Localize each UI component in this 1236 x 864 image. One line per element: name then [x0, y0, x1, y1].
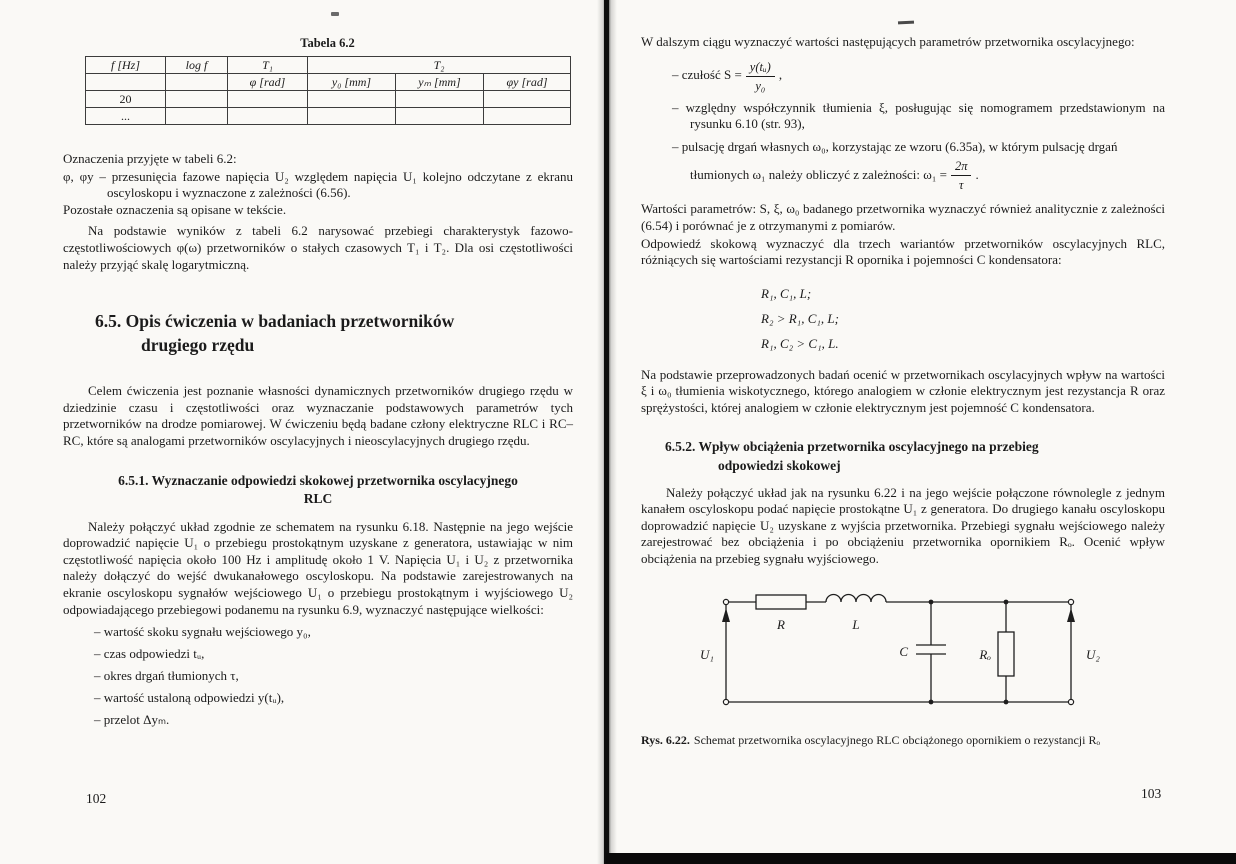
col-header-f: f [Hz]	[86, 57, 166, 74]
figure-6-22	[696, 584, 1165, 725]
subsection-heading-line2: odpowiedzi skokowej	[718, 457, 841, 473]
formula-line: R₂ > R₁, C₁, L;	[761, 310, 839, 326]
paragraph-w-dalszym: W dalszym ciągu wyznaczyć wartości następujących parametrów przetwornika oscylacyjnego:	[641, 34, 1135, 49]
col-header-t1: T₁	[228, 57, 308, 74]
table-6-2	[85, 56, 571, 125]
list-item-damping: – względny współczynnik tłumienia ξ, posługując się nomogramem przedstawionym na rysunku 6.10 (str. 93),	[672, 99, 1165, 132]
subsection-heading-line2: RLC	[303, 491, 333, 507]
label-R: R	[777, 616, 785, 632]
terminal-dot	[1068, 599, 1073, 604]
subheader-phiy: φy [rad]	[484, 74, 571, 91]
col-header-logf: log f	[166, 57, 228, 74]
label-L: L	[852, 616, 860, 632]
scan-artifact-mark	[331, 12, 339, 16]
table-cell	[308, 91, 396, 108]
list-item: – przelot Δyₘ.	[94, 711, 170, 727]
junction-dot	[1004, 699, 1009, 704]
paragraph-phi-definition: φ, φy – przesunięcia fazowe napięcia U₂ względem napięcia U₁ kolejno odczytane z ekranu oscyloskopu i wyznaczone z zależności (6.56).	[63, 168, 573, 201]
table-cell	[166, 108, 228, 125]
subheader-ym: yₘ [mm]	[396, 74, 484, 91]
formula-line: R₁, C₁, L;	[761, 285, 812, 301]
table-cell	[308, 108, 396, 125]
table-cell	[484, 91, 571, 108]
figure-caption-label: Rys. 6.22.	[641, 732, 690, 747]
table-cell-f-dots: ...	[86, 108, 166, 125]
paragraph-wartosci: Wartości parametrów: S, ξ, ω₀ badanego przetwornika wyznaczyć również analitycznie z zależności (6.54) i porównać je z otrzymanymi z pomiarów.	[641, 201, 1165, 233]
fraction-omega	[951, 158, 972, 192]
paragraph-celem: Celem ćwiczenia jest poznanie własności dynamicznych przetworników drugiego rzędu w dziedzinie czasu i częstotliwości oraz wyznaczanie podstawowych parametrów tych przetworników na drodze pomiarowej. W ćwiczeniu będą badane człony elektryczne RLC i RC–RC, które są analogami przetworników oscylacyjnych i nieoscylacyjnych drugiego rzędu.	[63, 383, 573, 448]
junction-dot	[929, 699, 934, 704]
table-cell	[396, 91, 484, 108]
paragraph-odpowiedz: Odpowiedź skokową wyznaczyć dla trzech wariantów przetworników oscylacyjnych RLC, różniących się wartościami rezystancji R opornika i pojemności C kondensatora:	[641, 235, 1165, 268]
circuit-diagram	[696, 584, 1116, 720]
col-header-t2: T₂	[308, 57, 571, 74]
table-row	[86, 108, 571, 125]
resistor-symbol	[756, 595, 806, 609]
table-row	[86, 91, 571, 108]
pulsation-line2	[690, 158, 1165, 192]
fraction-numerator: y(tᵤ)	[746, 59, 775, 77]
subsection-heading-line1: 6.5.1. Wyznaczanie odpowiedzi skokowej przetwornika oscylacyjnego	[118, 472, 518, 488]
junction-dot	[1004, 599, 1009, 604]
paragraph-pozostale: Pozostałe oznaczenia są opisane w tekście.	[63, 201, 287, 217]
paragraph-uklad: Należy połączyć układ jak na rysunku 6.22 i na jego wejście połączone równolegle z jednym kanałem oscyloskopu podać napięcie prostokątne U₁ z generatora. Do drugiego kanału oscyloskopu doprowadzić napięcie U₂ uzyskane z wyjścia przetwornika. Przebiegi sygnału wejściowego należy zarejestrować bez obciążenia i po obciążeniu przetwornika opornikiem Rₒ. Ocenić wpływ obciążenia na przebieg sygnału wyjściowego.	[641, 484, 1165, 566]
page-number-right: 103	[1141, 786, 1162, 801]
sensitivity-suffix: ,	[778, 67, 783, 83]
table-cell	[228, 91, 308, 108]
junction-dot	[929, 599, 934, 604]
section-heading-line2: drugiego rzędu	[141, 335, 255, 356]
paragraph-ocena: Na podstawie przeprowadzonych badań ocenić w przetwornikach oscylacyjnych wpływ na wartości ξ i ω₀ tłumienia wiskotycznego, którego analogiem w członie elektrycznym jest rezystancja R oraz sprężystości, której analogiem w członie elektrycznym jest pojemność C kondensatora.	[641, 366, 1165, 415]
load-resistor-symbol	[998, 632, 1014, 676]
list-item-pulsation	[641, 139, 1165, 193]
fraction-denominator: y₀	[755, 78, 766, 93]
inductor-symbol	[826, 594, 886, 602]
terminal-dot	[723, 699, 728, 704]
table-cell	[166, 74, 228, 91]
left-page	[63, 0, 573, 864]
list-item: – wartość ustaloną odpowiedzi y(tᵤ),	[94, 689, 285, 705]
section-heading-6-5	[95, 309, 573, 357]
pulsation-prefix: tłumionych ω₁ należy obliczyć z zależności: ω₁ =	[690, 167, 947, 183]
pulsation-line1: – pulsację drgań własnych ω₀, korzystając ze wzoru (6.35a), w którym pulsację drgań	[672, 138, 1118, 154]
voltage-arrow-right	[1067, 608, 1075, 622]
book-spine-line	[604, 0, 609, 864]
table-cell	[166, 91, 228, 108]
paragraph-na-podstawie: Na podstawie wyników z tabeli 6.2 narysować przebiegi charakterystyk fazowo-częstotliwościowych φ(ω) przetworników o stałych czasowych T₁ i T₂. Dla osi częstotliwości należy przyjąć skalę logarytmiczną.	[63, 223, 573, 272]
formula-line: R₁, C₂ > C₁, L.	[761, 335, 839, 351]
label-C: C	[899, 643, 908, 659]
fraction-sensitivity	[746, 59, 775, 93]
terminal-dot	[723, 599, 728, 604]
label-U1: U₁	[700, 646, 714, 662]
figure-caption-text: Schemat przetwornika oscylacyjnego RLC obciążonego opornikiem o rezystancji Rₒ	[693, 732, 1100, 747]
table-cell	[86, 74, 166, 91]
sensitivity-prefix: – czułość S =	[672, 67, 742, 83]
scan-bottom-edge-bar	[606, 853, 1236, 864]
label-U2: U₂	[1086, 646, 1100, 662]
paragraph-oznaczenia: Oznaczenia przyjęte w tabeli 6.2:	[63, 151, 237, 166]
table-caption: Tabela 6.2	[300, 36, 355, 50]
right-page	[641, 0, 1165, 864]
subheader-y0: y₀ [mm]	[308, 74, 396, 91]
variant-formulas	[641, 281, 1165, 356]
subsection-heading-line1: 6.5.2. Wpływ obciążenia przetwornika oscylacyjnego na przebieg	[665, 438, 1039, 454]
label-Ro: Rₒ	[979, 646, 991, 662]
list-item-sensitivity	[672, 59, 1165, 93]
subsection-heading-6-5-2	[665, 437, 1145, 475]
list-item: – wartość skoku sygnału wejściowego y₀,	[94, 623, 311, 639]
subsection-heading-6-5-1	[63, 472, 573, 509]
quantities-list	[63, 624, 573, 729]
table-cell	[228, 108, 308, 125]
table-cell	[484, 108, 571, 125]
list-item: – okres drgań tłumionych τ,	[94, 667, 239, 683]
table-6-2-block	[85, 36, 570, 125]
table-subheader-row	[86, 74, 571, 91]
section-heading-line1: 6.5. Opis ćwiczenia w badaniach przetworników	[95, 311, 455, 332]
figure-caption	[641, 733, 1165, 748]
fraction-denominator: τ	[958, 178, 964, 193]
paragraph-nalezy-polaczyc: Należy połączyć układ zgodnie ze schematem na rysunku 6.18. Następnie na jego wejście doprowadzić napięcie U₁ o przebiegu prostokątnym uzyskane z generatora, ustawiając w nim częstotliwość napięcia około 100 Hz i amplitudę około 1 V. Napięcia U₁ i U₂ z przetwornika należy dołączyć do wejść dwukanałowego oscyloskopu. Na podstawie zarejestrowanych na ekranie oscyloskopu sygnałów wejściowego U₁ o przebiegu prostokątnym i wyjściowego U₂ odpowiadającego przebiegowi podanemu na rysunku 6.9, wyznaczyć następujące wielkości:	[63, 518, 573, 617]
table-cell-f-20: 20	[86, 91, 166, 108]
table-header-row	[86, 57, 571, 74]
subheader-phi: φ [rad]	[228, 74, 308, 91]
pulsation-suffix: .	[975, 167, 979, 183]
list-item: – czas odpowiedzi tᵤ,	[94, 645, 205, 661]
fraction-numerator: 2π	[951, 158, 972, 176]
page-number-left: 102	[86, 791, 107, 806]
voltage-arrow-left	[722, 608, 730, 622]
table-cell	[396, 108, 484, 125]
terminal-dot	[1068, 699, 1073, 704]
